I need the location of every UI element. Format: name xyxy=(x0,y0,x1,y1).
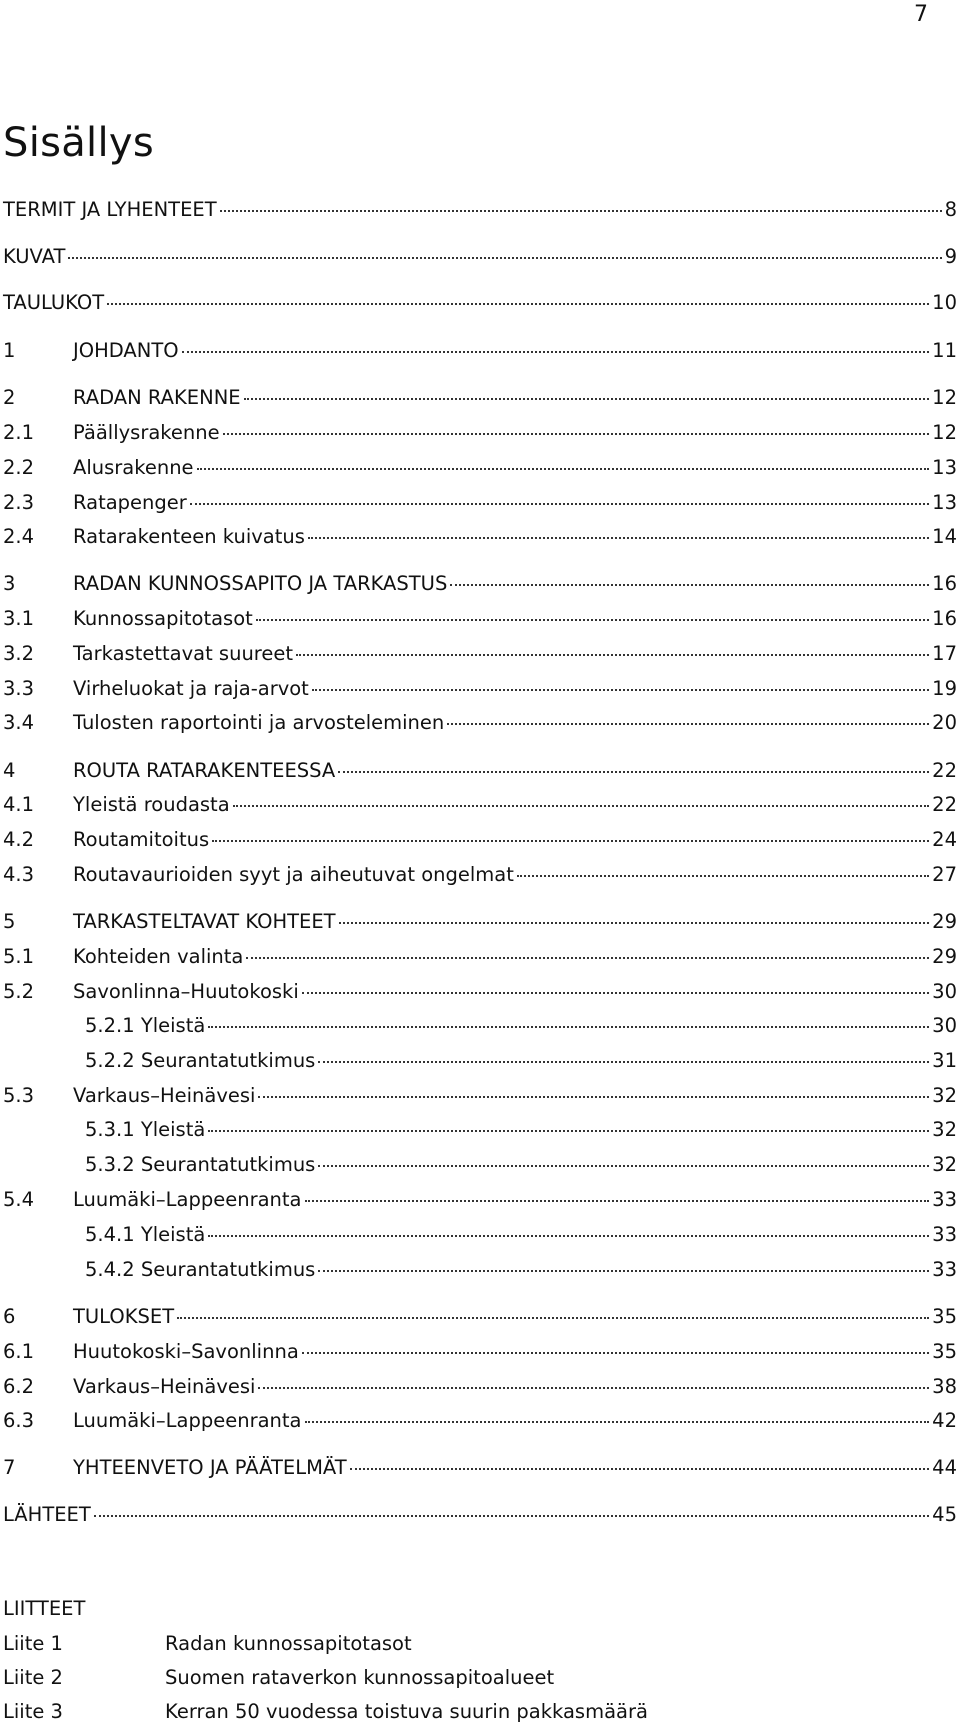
toc-entry-title: 5.2.1 Yleistä xyxy=(85,1014,206,1037)
toc-entry-number: 3.2 xyxy=(3,642,35,665)
toc-dot-leader xyxy=(312,689,929,691)
toc-entry-title: 5.2.2 Seurantatutkimus xyxy=(85,1049,316,1072)
toc-entry[interactable] xyxy=(3,828,957,862)
toc-entry-page: 45 xyxy=(932,1503,957,1526)
toc-dot-leader xyxy=(517,875,929,877)
toc-entry-number: 2.1 xyxy=(3,421,35,444)
toc-entry-page: 30 xyxy=(932,1014,957,1037)
page-title: Sisällys xyxy=(3,120,154,166)
toc-dot-leader xyxy=(220,210,942,212)
toc-dot-leader xyxy=(208,1026,929,1028)
toc-dot-leader xyxy=(258,1387,929,1389)
toc-entry-page: 32 xyxy=(932,1084,957,1107)
toc-entry[interactable] xyxy=(3,793,957,827)
toc-entry-title: KUVAT xyxy=(3,245,66,268)
appendix-title: Radan kunnossapitotasot xyxy=(165,1632,412,1655)
appendix-title: Suomen rataverkon kunnossapitoalueet xyxy=(165,1666,555,1689)
toc-entry-page: 30 xyxy=(932,980,957,1003)
toc-entry-title: Yleistä roudasta xyxy=(73,793,230,816)
toc-entry[interactable] xyxy=(3,980,957,1014)
appendix-label: Liite 1 xyxy=(3,1632,63,1655)
toc-dot-leader xyxy=(233,805,930,807)
toc-entry[interactable] xyxy=(3,1375,957,1409)
toc-entry-page: 38 xyxy=(932,1375,957,1398)
toc-entry-page: 22 xyxy=(932,759,957,782)
toc-entry[interactable] xyxy=(3,1014,957,1048)
toc-dot-leader xyxy=(318,1061,929,1063)
toc-entry-title: ROUTA RATARAKENTEESSA xyxy=(73,759,336,782)
toc-entry-page: 17 xyxy=(932,642,957,665)
toc-entry-title: TERMIT JA LYHENTEET xyxy=(3,198,217,221)
appendix-label: Liite 3 xyxy=(3,1700,63,1723)
toc-entry-page: 10 xyxy=(932,291,957,314)
toc-entry-number: 2 xyxy=(3,386,16,409)
toc-entry-title: Tarkastettavat suureet xyxy=(73,642,294,665)
toc-entry-title: TAULUKOT xyxy=(3,291,105,314)
toc-entry-page: 35 xyxy=(932,1305,957,1328)
appendix-label: Liite 2 xyxy=(3,1666,63,1689)
toc-entry[interactable] xyxy=(3,1305,957,1339)
toc-entry-title: Alusrakenne xyxy=(73,456,194,479)
toc-entry[interactable] xyxy=(3,291,957,325)
toc-entry-page: 14 xyxy=(932,525,957,548)
toc-entry-page: 32 xyxy=(932,1153,957,1176)
toc-dot-leader xyxy=(208,1130,929,1132)
toc-entry-number: 3.3 xyxy=(3,677,35,700)
toc-entry[interactable] xyxy=(3,245,957,279)
toc-entry-title: 5.4.2 Seurantatutkimus xyxy=(85,1258,316,1281)
toc-entry-title: Virheluokat ja raja-arvot xyxy=(73,677,309,700)
toc-dot-leader xyxy=(182,351,930,353)
toc-dot-leader xyxy=(68,257,941,259)
toc-entry-title: RADAN RAKENNE xyxy=(73,386,241,409)
toc-entry-page: 8 xyxy=(944,198,957,221)
toc-entry[interactable] xyxy=(3,1223,957,1257)
toc-entry[interactable] xyxy=(3,711,957,745)
toc-entry-page: 29 xyxy=(932,910,957,933)
toc-entry-title: Huutokoski–Savonlinna xyxy=(73,1340,299,1363)
toc-entry-number: 6 xyxy=(3,1305,16,1328)
toc-entry-page: 11 xyxy=(932,339,957,362)
toc-entry-number: 3.4 xyxy=(3,711,35,734)
toc-entry-title: Routamitoitus xyxy=(73,828,210,851)
toc-entry[interactable] xyxy=(3,1084,957,1118)
toc-entry-number: 2.3 xyxy=(3,491,35,514)
toc-entry-number: 5.2 xyxy=(3,980,35,1003)
toc-entry-title: Ratapenger xyxy=(73,491,187,514)
toc-entry-page: 22 xyxy=(932,793,957,816)
toc-entry-number: 6.1 xyxy=(3,1340,35,1363)
toc-entry-page: 27 xyxy=(932,863,957,886)
toc-entry[interactable] xyxy=(3,1340,957,1374)
toc-entry[interactable] xyxy=(3,863,957,897)
toc-entry-page: 33 xyxy=(932,1188,957,1211)
toc-entry-number: 4.3 xyxy=(3,863,35,886)
toc-entry-page: 12 xyxy=(932,386,957,409)
toc-entry-number: 5 xyxy=(3,910,16,933)
toc-entry[interactable] xyxy=(3,1153,957,1187)
toc-entry[interactable] xyxy=(3,910,957,944)
toc-entry-number: 4.1 xyxy=(3,793,35,816)
toc-entry[interactable] xyxy=(3,677,957,711)
toc-dot-leader xyxy=(190,503,929,505)
toc-dot-leader xyxy=(308,537,929,539)
toc-entry[interactable] xyxy=(3,642,957,676)
toc-entry-number: 2.4 xyxy=(3,525,35,548)
toc-entry-title: 5.3.2 Seurantatutkimus xyxy=(85,1153,316,1176)
toc-dot-leader xyxy=(246,957,929,959)
toc-entry-title: Tulosten raportointi ja arvosteleminen xyxy=(73,711,445,734)
toc-dot-leader xyxy=(302,1352,929,1354)
toc-entry-title: RADAN KUNNOSSAPITO JA TARKASTUS xyxy=(73,572,448,595)
toc-entry[interactable] xyxy=(3,339,957,373)
toc-dot-leader xyxy=(305,1421,930,1423)
toc-entry-title: Luumäki–Lappeenranta xyxy=(73,1409,302,1432)
toc-dot-leader xyxy=(107,303,929,305)
toc-entry-number: 3 xyxy=(3,572,16,595)
toc-entry[interactable] xyxy=(3,1456,957,1490)
page-number: 7 xyxy=(914,2,928,27)
toc-dot-leader xyxy=(318,1165,929,1167)
toc-entry-number: 5.4 xyxy=(3,1188,35,1211)
toc-entry-page: 9 xyxy=(944,245,957,268)
toc-entry[interactable] xyxy=(3,607,957,641)
toc-entry[interactable] xyxy=(3,1503,957,1537)
toc-dot-leader xyxy=(305,1200,930,1202)
toc-entry-page: 16 xyxy=(932,572,957,595)
toc-entry-title: Savonlinna–Huutokoski xyxy=(73,980,299,1003)
toc-entry-title: 5.3.1 Yleistä xyxy=(85,1118,206,1141)
toc-dot-leader xyxy=(208,1235,929,1237)
toc-entry-title: JOHDANTO xyxy=(73,339,179,362)
toc-entry-page: 16 xyxy=(932,607,957,630)
toc-entry-title: Varkaus–Heinävesi xyxy=(73,1375,256,1398)
toc-entry-number: 4.2 xyxy=(3,828,35,851)
toc-entry[interactable] xyxy=(3,1049,957,1083)
toc-entry-number: 2.2 xyxy=(3,456,35,479)
toc-entry-page: 29 xyxy=(932,945,957,968)
toc-entry-number: 7 xyxy=(3,1456,16,1479)
toc-entry-number: 1 xyxy=(3,339,16,362)
toc-dot-leader xyxy=(244,398,930,400)
toc-entry-number: 4 xyxy=(3,759,16,782)
toc-entry-number: 6.2 xyxy=(3,1375,35,1398)
toc-entry-title: TARKASTELTAVAT KOHTEET xyxy=(73,910,336,933)
toc-entry-number: 6.3 xyxy=(3,1409,35,1432)
toc-entry-page: 31 xyxy=(932,1049,957,1072)
toc-dot-leader xyxy=(256,619,929,621)
toc-entry-page: 35 xyxy=(932,1340,957,1363)
toc-entry-title: Luumäki–Lappeenranta xyxy=(73,1188,302,1211)
toc-entry[interactable] xyxy=(3,1409,957,1443)
toc-entry-title: Päällysrakenne xyxy=(73,421,220,444)
toc-entry[interactable] xyxy=(3,491,957,525)
toc-entry[interactable] xyxy=(3,198,957,232)
toc-dot-leader xyxy=(296,654,929,656)
toc-entry-title: TULOKSET xyxy=(73,1305,175,1328)
toc-entry[interactable] xyxy=(3,1118,957,1152)
appendix-heading: LIITTEET xyxy=(3,1597,86,1620)
toc-entry-number: 5.1 xyxy=(3,945,35,968)
toc-entry[interactable] xyxy=(3,1188,957,1222)
toc-entry-page: 24 xyxy=(932,828,957,851)
toc-dot-leader xyxy=(338,771,929,773)
toc-dot-leader xyxy=(94,1515,929,1517)
toc-entry-title: Ratarakenteen kuivatus xyxy=(73,525,305,548)
toc-entry-title: LÄHTEET xyxy=(3,1503,91,1526)
toc-entry-title: 5.4.1 Yleistä xyxy=(85,1223,206,1246)
appendix-item xyxy=(3,1666,554,1689)
toc-dot-leader xyxy=(302,992,929,994)
toc-dot-leader xyxy=(197,468,930,470)
toc-entry-title: Varkaus–Heinävesi xyxy=(73,1084,256,1107)
toc-entry[interactable] xyxy=(3,1258,957,1292)
toc-entry-title: Kunnossapitotasot xyxy=(73,607,253,630)
toc-dot-leader xyxy=(212,840,929,842)
toc-entry-title: Routavaurioiden syyt ja aiheutuvat ongelmat xyxy=(73,863,514,886)
toc-dot-leader xyxy=(318,1270,929,1272)
toc-entry-page: 44 xyxy=(932,1456,957,1479)
appendix-item xyxy=(3,1700,648,1723)
toc-dot-leader xyxy=(339,922,930,924)
toc-entry[interactable] xyxy=(3,421,957,455)
appendix-item xyxy=(3,1632,412,1655)
toc-entry[interactable] xyxy=(3,945,957,979)
toc-entry-page: 13 xyxy=(932,456,957,479)
toc-dot-leader xyxy=(447,723,929,725)
toc-dot-leader xyxy=(350,1468,930,1470)
toc-entry[interactable] xyxy=(3,525,957,559)
toc-dot-leader xyxy=(450,584,929,586)
toc-entry-number: 3.1 xyxy=(3,607,35,630)
toc-entry[interactable] xyxy=(3,572,957,606)
toc-entry-title: YHTEENVETO JA PÄÄTELMÄT xyxy=(73,1456,347,1479)
toc-dot-leader xyxy=(223,433,930,435)
toc-entry[interactable] xyxy=(3,759,957,793)
toc-entry-page: 33 xyxy=(932,1223,957,1246)
toc-entry[interactable] xyxy=(3,386,957,420)
appendix-title: Kerran 50 vuodessa toistuva suurin pakkasmäärä xyxy=(165,1700,648,1723)
toc-dot-leader xyxy=(258,1096,929,1098)
toc-entry-page: 42 xyxy=(932,1409,957,1432)
toc-entry-page: 13 xyxy=(932,491,957,514)
toc-entry-page: 19 xyxy=(932,677,957,700)
toc-entry-number: 5.3 xyxy=(3,1084,35,1107)
toc-entry-page: 33 xyxy=(932,1258,957,1281)
toc-dot-leader xyxy=(177,1317,929,1319)
toc-entry-page: 20 xyxy=(932,711,957,734)
toc-entry-page: 32 xyxy=(932,1118,957,1141)
toc-entry[interactable] xyxy=(3,456,957,490)
toc-entry-title: Kohteiden valinta xyxy=(73,945,244,968)
toc-entry-page: 12 xyxy=(932,421,957,444)
